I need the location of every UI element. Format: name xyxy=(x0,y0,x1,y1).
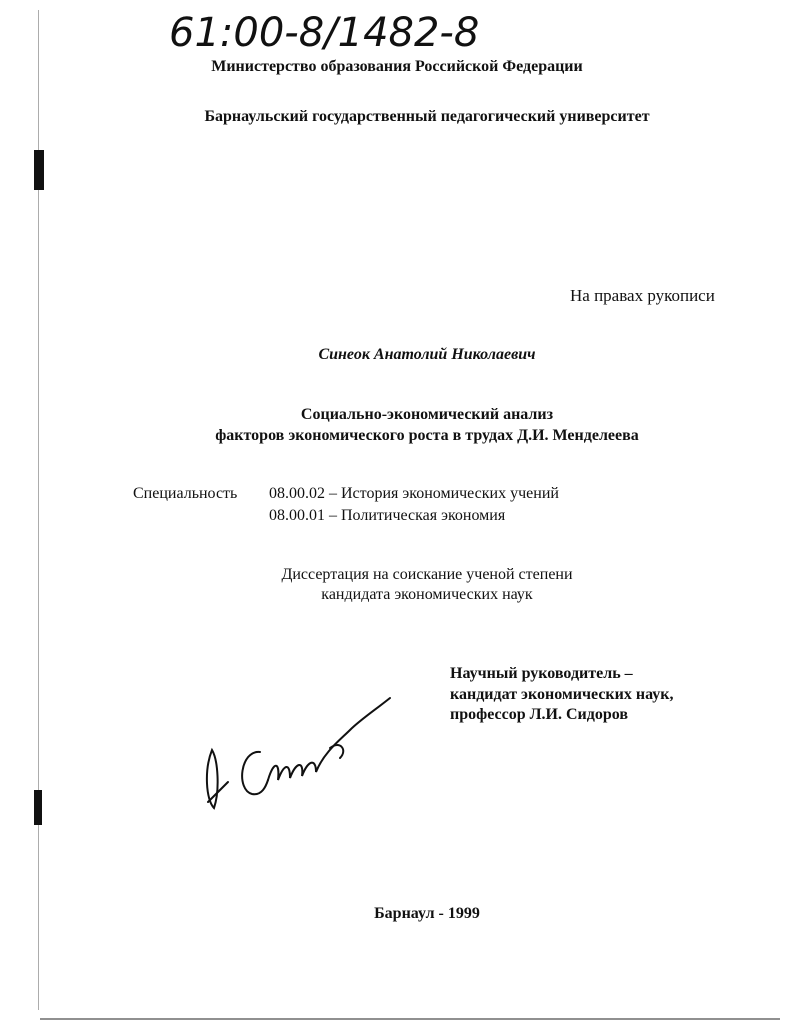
scan-bottom-line xyxy=(40,1018,780,1020)
specialty-label: Специальность xyxy=(133,485,238,502)
university-name: Барнаульский государственный педагогический университет xyxy=(204,108,650,125)
specialty-item: 08.00.01 – Политическая экономия xyxy=(269,507,506,524)
specialty-item: 08.00.02 – История экономических учений xyxy=(269,485,559,502)
ministry-name: Министерство образования Российской Федерации xyxy=(211,58,583,75)
dissertation-line-2: кандидата экономических наук xyxy=(321,586,533,603)
scan-edge-mark xyxy=(34,150,44,190)
author-name: Синеок Анатолий Николаевич xyxy=(318,346,536,363)
supervisor-line-1: Научный руководитель – xyxy=(450,665,633,682)
supervisor-line-3: профессор Л.И. Сидоров xyxy=(450,706,628,723)
handwritten-archive-number xyxy=(165,6,540,54)
manuscript-note: На правах рукописи xyxy=(570,286,715,305)
supervisor-line-2: кандидат экономических наук, xyxy=(450,686,674,703)
scan-edge-line xyxy=(38,10,39,1010)
archive-number-text: 61:00-8/1482-8 xyxy=(169,10,480,54)
dissertation-line-1: Диссертация на соискание ученой степени xyxy=(281,566,573,583)
title-line-2: факторов экономического роста в трудах Д.И. Менделеева xyxy=(215,427,639,444)
footer-city-year: Барнаул - 1999 xyxy=(374,905,480,922)
title-line-1: Социально-экономический анализ xyxy=(300,406,554,423)
author-signature xyxy=(200,690,400,820)
